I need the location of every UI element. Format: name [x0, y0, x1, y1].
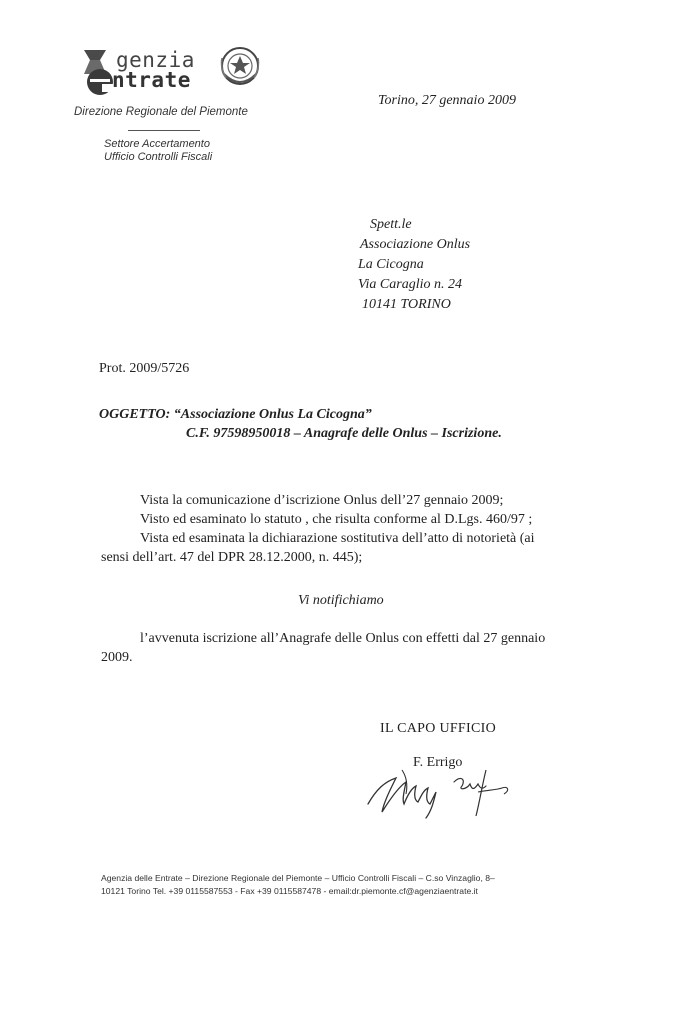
notification-heading: Vi notifichiamo [298, 593, 384, 608]
body-paragraph-3b: sensi dell’art. 47 del DPR 28.12.2000, n. 445); [101, 550, 363, 565]
office-settore: Settore Accertamento [104, 138, 210, 150]
handwritten-signature-icon [362, 760, 522, 822]
agenzia-entrate-logo [76, 44, 266, 104]
footer-line-2: 10121 Torino Tel. +39 0115587553 - Fax +39 0115587478 - email:dr.piemonte.cf@agenziaentrate.it [101, 886, 478, 896]
subject-line-1 [99, 407, 372, 423]
recipient-line: Via Caraglio n. 24 [358, 277, 462, 292]
body-paragraph-4b: 2009. [101, 650, 133, 665]
letter-date: Torino, 27 gennaio 2009 [378, 93, 516, 108]
recipient-line: La Cicogna [358, 257, 424, 272]
recipient-line: Associazione Onlus [360, 237, 471, 252]
recipient-line: Spett.le [370, 217, 412, 232]
italian-republic-emblem-icon [218, 44, 262, 90]
body-paragraph-2: Visto ed esaminato lo statuto , che risulta conforme al D.Lgs. 460/97 ; [140, 512, 533, 527]
subject-title: : “Associazione Onlus La Cicogna” [165, 407, 372, 422]
logo-text-entrate: ntrate [112, 68, 191, 92]
signatory-name: F. Errigo [413, 755, 463, 770]
body-paragraph-1: Vista la comunicazione d’iscrizione Onlus dell’27 gennaio 2009; [140, 493, 504, 508]
body-paragraph-3a: Vista ed esaminata la dichiarazione sostitutiva dell’atto di notorietà (ai [140, 531, 535, 546]
subject-line-2: C.F. 97598950018 – Anagrafe delle Onlus – Iscrizione. [186, 426, 502, 441]
protocol-number: Prot. 2009/5726 [99, 361, 190, 376]
logo-text-agenzia: genzia [116, 48, 195, 72]
footer-line-1: Agenzia delle Entrate – Direzione Regionale del Piemonte – Ufficio Controlli Fiscali – C.so Vinzaglio, 8– [101, 873, 495, 883]
signatory-title: IL CAPO UFFICIO [380, 721, 496, 736]
header-divider [128, 130, 200, 131]
office-direzione: Direzione Regionale del Piemonte [74, 106, 248, 118]
body-paragraph-4a: l’avvenuta iscrizione all’Anagrafe delle Onlus con effetti dal 27 gennaio [140, 631, 546, 646]
office-ufficio: Ufficio Controlli Fiscali [104, 151, 213, 163]
subject-label: OGGETTO [99, 407, 166, 422]
recipient-line: 10141 TORINO [362, 297, 451, 312]
recipient-address [358, 215, 470, 315]
